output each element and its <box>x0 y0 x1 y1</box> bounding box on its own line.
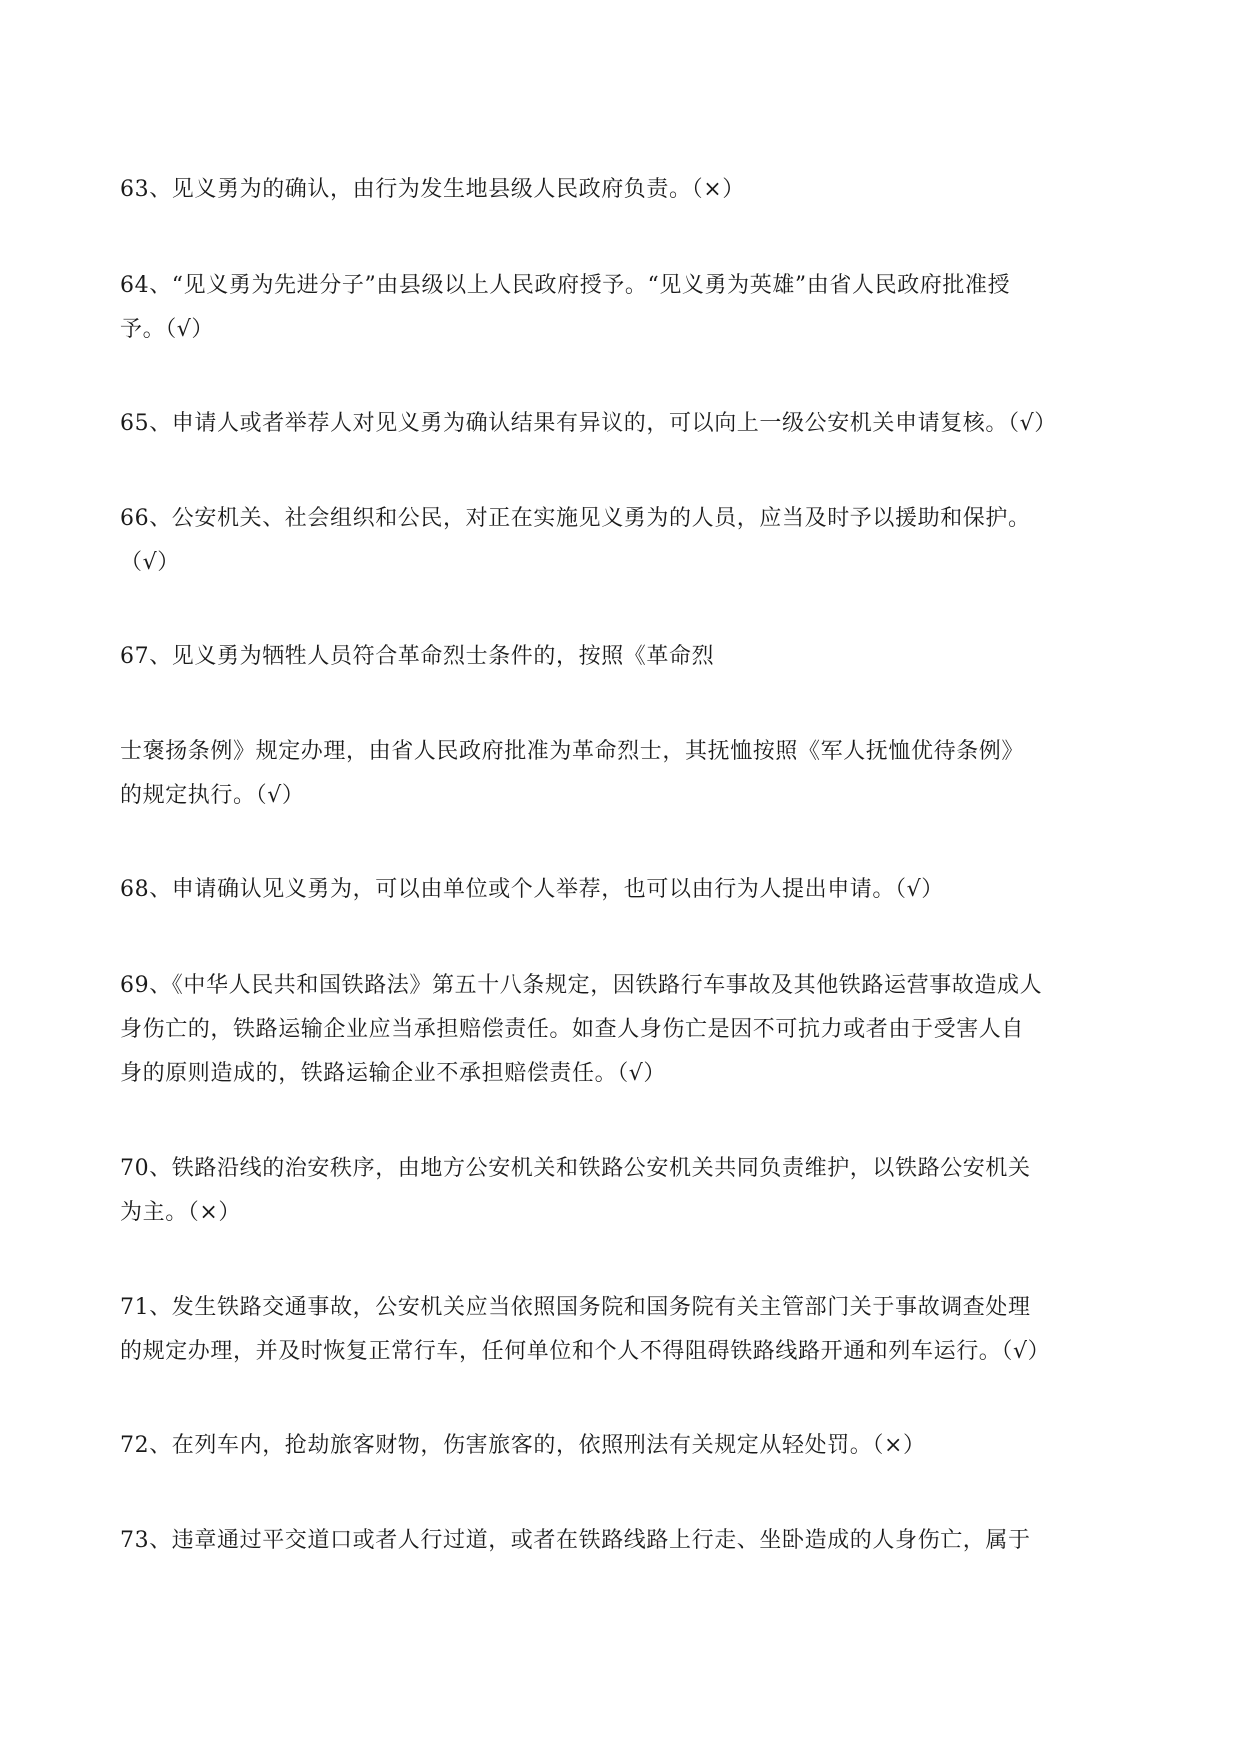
question-line: 72、在列车内，抢劫旅客财物，伤害旅客的，依照刑法有关规定从轻处罚。（×） <box>120 1433 926 1458</box>
question-line: 67、见义勇为牺牲人员符合革命烈士条件的，按照《革命烈 <box>120 644 715 669</box>
question-line: 为主。（×） <box>120 1200 242 1225</box>
question-line: 73、违章通过平交道口或者人行过道，或者在铁路线路上行走、坐卧造成的人身伤亡，属于 <box>120 1528 1031 1553</box>
question-64 <box>120 264 1130 352</box>
question-line: 63、见义勇为的确认，由行为发生地县级人民政府负责。（×） <box>120 177 745 202</box>
question-68 <box>120 868 1130 912</box>
question-line: 68、申请确认见义勇为，可以由单位或个人举荐，也可以由行为人提出申请。（√） <box>120 877 944 902</box>
question-line: 71、发生铁路交通事故，公安机关应当依照国务院和国务院有关主管部门关于事故调查处理 <box>120 1295 1031 1320</box>
question-line: 69、《中华人民共和国铁路法》第五十八条规定，因铁路行车事故及其他铁路运营事故造成人 <box>120 973 1043 998</box>
question-73 <box>120 1519 1130 1563</box>
question-67-continued <box>120 730 1130 818</box>
question-66 <box>120 497 1130 585</box>
question-line: 的规定执行。（√） <box>120 783 305 808</box>
question-63 <box>120 168 1130 212</box>
question-71 <box>120 1286 1130 1374</box>
question-line: 予。（√） <box>120 317 215 342</box>
question-line: （√） <box>120 550 180 575</box>
question-72 <box>120 1424 1130 1468</box>
question-line: 65、申请人或者举荐人对见义勇为确认结果有异议的，可以向上一级公安机关申请复核。（√） <box>120 411 1057 436</box>
question-line: 士褒扬条例》规定办理，由省人民政府批准为革命烈士，其抚恤按照《军人抚恤优待条例》 <box>120 739 1025 764</box>
question-70 <box>120 1147 1130 1235</box>
question-line: 的规定办理，并及时恢复正常行车，任何单位和个人不得阻碍铁路线路开通和列车运行。（√） <box>120 1339 1051 1364</box>
question-line: 身的原则造成的，铁路运输企业不承担赔偿责任。（√） <box>120 1061 667 1086</box>
question-line: 64、“见义勇为先进分子”由县级以上人民政府授予。“见义勇为英雄”由省人民政府批准授 <box>120 273 1011 298</box>
question-69 <box>120 964 1130 1096</box>
question-line: 身伤亡的，铁路运输企业应当承担赔偿责任。如查人身伤亡是因不可抗力或者由于受害人自 <box>120 1017 1025 1042</box>
question-line: 66、公安机关、社会组织和公民，对正在实施见义勇为的人员，应当及时予以援助和保护。 <box>120 506 1031 531</box>
question-line: 70、铁路沿线的治安秩序，由地方公安机关和铁路公安机关共同负责维护，以铁路公安机关 <box>120 1156 1031 1181</box>
question-65 <box>120 402 1130 446</box>
question-67 <box>120 635 1130 679</box>
